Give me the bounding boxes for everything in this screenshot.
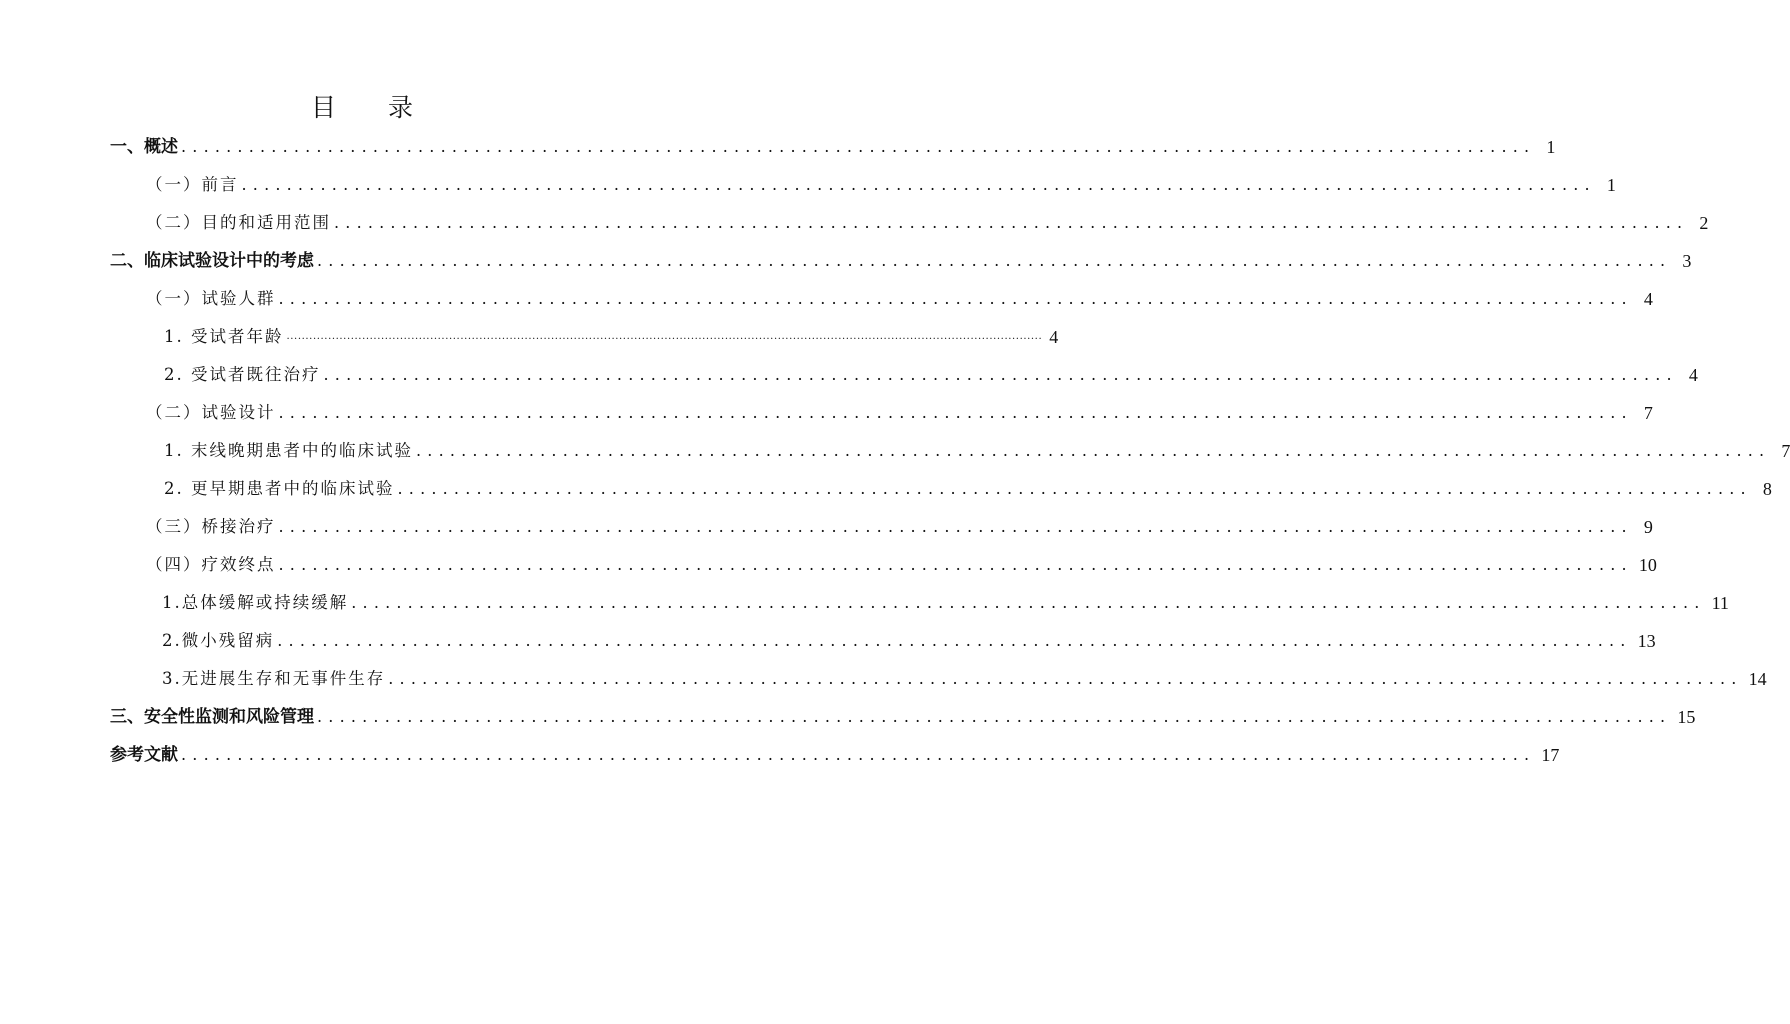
toc-entry-page-number: 9 (1643, 517, 1653, 537)
toc-entry-page-number: 7 (1781, 441, 1790, 461)
toc-entry-label: 1. 末线晚期患者中的临床试验 (164, 441, 413, 460)
toc-entry[interactable] (110, 246, 1692, 272)
toc-entry-label: 2. 受试者既往治疗 (164, 365, 321, 384)
toc-entry-label: 3.无进展生存和无事件生存 (162, 669, 386, 688)
toc-entry[interactable] (162, 626, 1656, 652)
toc-entry-label: 二、临床试验设计中的考虑 (110, 251, 314, 271)
toc-leader-dots: ........................................................................................................................ (317, 707, 1672, 726)
toc-leader-dots: ........................................................................................................................ (278, 403, 1633, 422)
toc-entry[interactable] (146, 512, 1653, 538)
toc-leader-dots: ........................................................................................................................ (323, 365, 1678, 384)
toc-entry[interactable] (110, 740, 1560, 766)
toc-leader-dots: ........................................................................................................................ (388, 669, 1743, 688)
toc-entry-page-number: 8 (1762, 479, 1772, 499)
toc-entry-label: （一）试验人群 (146, 289, 276, 308)
toc-entry-label: 一、概述 (110, 137, 178, 157)
toc-entry-label: 2. 更早期患者中的临床试验 (164, 479, 395, 498)
toc-leader-dots: ........................................................................................................................ (181, 137, 1536, 156)
toc-entry-page-number: 17 (1541, 745, 1560, 765)
toc-leader-dots: ........................................................................................................................ (278, 555, 1633, 574)
toc-leader-dots: ........................................................................................................................ (317, 251, 1672, 270)
toc-entry-page-number: 1 (1546, 137, 1556, 157)
toc-entry-label: （四）疗效终点 (146, 555, 276, 574)
toc-leader-dots: ........................................................................................................................ (278, 289, 1633, 308)
toc-entry-page-number: 1 (1606, 175, 1616, 195)
toc-entry-label: （三）桥接治疗 (146, 517, 276, 536)
toc-entry-page-number: 3 (1682, 251, 1692, 271)
toc-entry-label: 1.总体缓解或持续缓解 (162, 593, 349, 612)
toc-entry-label: 1. 受试者年龄 (164, 327, 284, 346)
toc-entry-label: 2.微小残留病 (162, 631, 275, 650)
toc-entry-page-number: 13 (1637, 631, 1656, 651)
toc-entry-page-number: 2 (1699, 213, 1709, 233)
toc-entry-label: （二）试验设计 (146, 403, 276, 422)
toc-leader-dots: ........................................................................................................................ (277, 631, 1632, 650)
toc-entry-page-number: 11 (1711, 593, 1729, 613)
toc-leader-dots: ........................................................................................................................................................................................................ (286, 331, 1043, 342)
toc-entry[interactable] (164, 360, 1698, 386)
toc-entry-label: （二）目的和适用范围 (146, 213, 331, 232)
toc-entry[interactable] (146, 398, 1653, 424)
toc-entry-page-number: 4 (1049, 327, 1059, 347)
toc-entry[interactable] (110, 702, 1696, 728)
toc-entry[interactable] (146, 170, 1616, 196)
toc-leader-dots: ........................................................................................................................ (278, 517, 1633, 536)
toc-leader-dots: ........................................................................................................................ (241, 175, 1596, 194)
toc-leader-dots: ........................................................................................................................ (334, 213, 1689, 232)
toc-entry[interactable] (146, 284, 1653, 310)
toc-entry-page-number: 4 (1688, 365, 1698, 385)
toc-leader-dots: ........................................................................................................................ (397, 479, 1752, 498)
toc-entry-page-number: 7 (1643, 403, 1653, 423)
toc-entry-page-number: 14 (1748, 669, 1767, 689)
toc-entry-label: （一）前言 (146, 175, 239, 194)
toc-entry[interactable] (162, 664, 1767, 690)
toc-entry-page-number: 15 (1677, 707, 1696, 727)
toc-entry[interactable] (162, 588, 1729, 614)
toc-entry[interactable] (164, 436, 1790, 462)
toc-leader-dots: ........................................................................................................................ (416, 441, 1771, 460)
toc-entry-page-number: 4 (1643, 289, 1653, 309)
toc-leader-dots: ........................................................................................................................ (181, 745, 1536, 764)
toc-leader-dots: ........................................................................................................................ (351, 593, 1706, 612)
toc-entry-label: 三、安全性监测和风险管理 (110, 707, 314, 727)
toc-title: 目 录 (311, 93, 435, 122)
toc-entry-label: 参考文献 (110, 745, 178, 765)
toc-entry[interactable] (164, 474, 1772, 500)
toc-entry-page-number: 10 (1638, 555, 1657, 575)
toc-entry[interactable] (110, 132, 1556, 158)
toc-entry[interactable] (146, 550, 1657, 576)
toc-entry[interactable] (164, 322, 1059, 348)
toc-entry[interactable] (146, 208, 1709, 234)
